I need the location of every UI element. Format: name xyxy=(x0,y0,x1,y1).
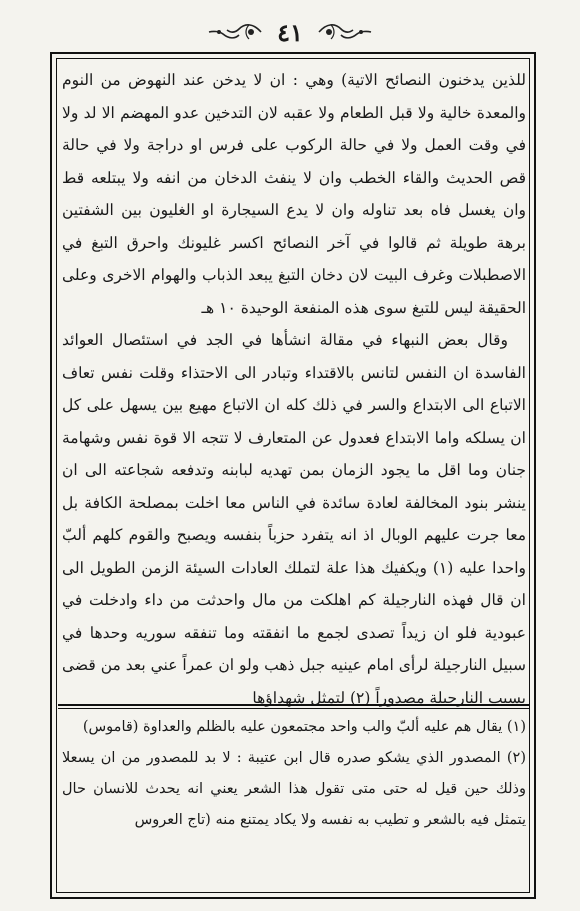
body-paragraph-1: للذين يدخنون النصائح الاتية) وهي : ان لا يدخن عند النهوض من النوم والمعدة خالية ولا قبل الطعام ولا عقبه لان التدخين عدو المهضم الا لد ولا في وقت العمل ولا في حالة الركوب على فرس او دراجة ولا في حالة قص الحديث والقاء الخطب وان لا ينفث الدخان من انفه ولا يبتلعه قط وان يغسل فاه بعد تناوله وان لا يدع السيجارة او الغليون بين الشفتين برهة طويلة ثم قالوا في آخر النصائح اكسر غليونك واحرق التبغ في الاصطبلات وغرف البيت لان دخان التبغ يبعد الذباب والهوام الاخرى وعلى الحقيقة ليس للتبغ سوى هذه المنفعة الوحيدة ١٠ هـ xyxy=(62,71,526,317)
page-number-ornament xyxy=(207,18,373,47)
footnotes xyxy=(62,712,526,836)
page-number: ٤١ xyxy=(277,17,303,47)
footnote-2: (٢) المصدور الذي يشكو صدره قال ابن عتيبة : لا بد للمصدور من ان يسعلا وذلك حين قيل له حتى متى تقول هذا الشعر يعني انه يحدث للانسان حال يتمثل فيه بالشعر و تطيب به نفسه ولا يكاد يمتنع منه (تاج العروس xyxy=(62,750,526,828)
floral-ornament-left-icon xyxy=(317,21,373,43)
footnote-divider-thin xyxy=(58,708,530,709)
page-header xyxy=(0,14,580,50)
footnote-1: (١) يقال هم عليه ألبّ والب واحد مجتمعون عليه بالظلم والعداوة (قاموس) xyxy=(82,719,526,735)
body-paragraph-2: وقال بعض النبهاء في مقالة انشأها في الجد في استئصال العوائد الفاسدة ان النفس لتانس بالاقتداء وتبادر الى الاحتذاء وقلت نفس تعاف الاتباع الى الابتداع والسر في ذلك كله ان الاتباع مهيع بين يسهل على كل ان يسلكه واما الابتداع فعدول عن المتعارف لا تتجه الا قوة نفس وشهامة جنان وما اقل ما يجود الزمان بمن تهديه لبابنه وتدفعه شجاعته الى ان ينشر بنود المخالفة لعادة سائدة في الناس معا اخلت بمصلحة الكافة بل معا جرت عليهم الوبال اذ انه يتفرد حزباً بنفسه ويصبح والقوم كلهم ألبّ واحدا عليه (١) ويكفيك هذا علة لتملك العادات السيئة الزمن الطويل الى ان قال فهذه النارجيلة كم اهلكت من مال واحدثت من داء وادخلت في عبودية فلو ان زيداً تصدى لجمع ما انفقته وما تنفقه سوريه وحدها في سبيل النارجيلة لرأى امام عينيه جبل ذهب ولو ان عمراً عني بعد من قضى بسبب النارجيلة مصدوراً (٢) لتمثل شهداؤها xyxy=(62,331,526,707)
main-text xyxy=(62,64,526,714)
floral-ornament-right-icon xyxy=(207,21,263,43)
footnote-divider xyxy=(58,704,530,706)
